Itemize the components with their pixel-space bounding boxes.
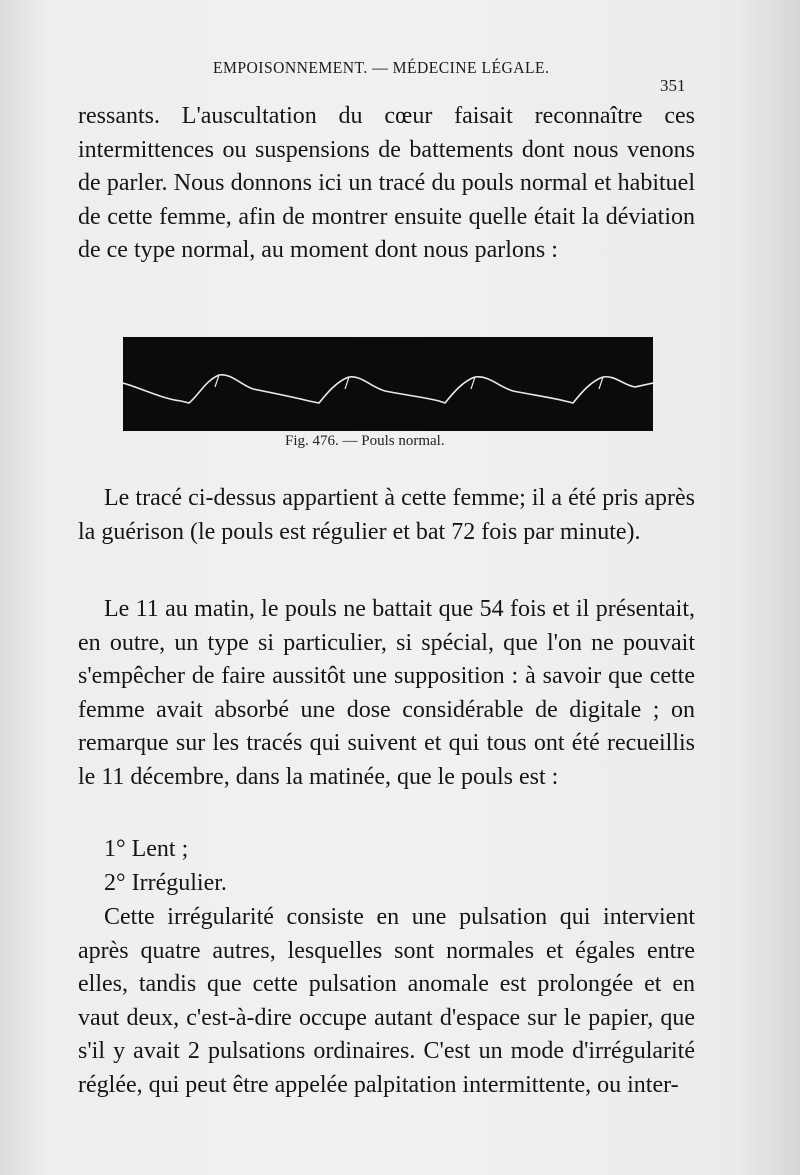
paragraph-intro: ressants. L'auscultation du cœur faisait reconnaître ces intermittences ou suspensions de battements dont nous venons de parler. Nous donnons ici un tracé du pouls normal et habituel de cette femme, afin de montrer ensuite quelle était la déviation de ce type normal, au moment dont nous parlons : [78, 103, 695, 263]
page-number: 351 [660, 76, 686, 95]
running-head [213, 58, 693, 78]
list-item-slow: 1° Lent ; [104, 836, 189, 862]
paragraph-irregularity: Cette irrégularité consiste en une pulsation qui intervient après quatre autres, lesquelles sont normales et égales entre elles, tandis que cette pulsation anomale est prolongée et en vaut deux, c'est-à-dire occupe autant d'espace sur le papier, que s'il y avait 2 pulsations ordinaires. C'est un mode d'irrégularité réglée, qui peut être appelée palpitation intermittente, ou inter- [78, 904, 695, 1098]
paragraph-trace-note: Le tracé ci-dessus appartient à cette femme; il a été pris après la guérison (le pouls est régulier et bat 72 fois par minute). [78, 485, 695, 545]
pulse-trace-icon [123, 337, 653, 431]
list-item-irregular: 2° Irrégulier. [104, 870, 227, 896]
running-title: EMPOISONNEMENT. — MÉDECINE LÉGALE. [213, 58, 550, 77]
pulse-trace-figure [123, 337, 653, 431]
figure-caption: Fig. 476. — Pouls normal. [285, 433, 445, 449]
paragraph-observation: Le 11 au matin, le pouls ne battait que 54 fois et il présentait, en outre, un type si particulier, si spécial, que l'on ne pouvait s'empêcher de faire aussitôt une supposition : à savoir que cette femme avait absorbé une dose considérable de digitale ; on remarque sur les tracés qui suivent et qui tous ont été recueillis le 11 décembre, dans la matinée, que le pouls est : [78, 596, 695, 790]
pulse-trace-line [123, 375, 653, 403]
